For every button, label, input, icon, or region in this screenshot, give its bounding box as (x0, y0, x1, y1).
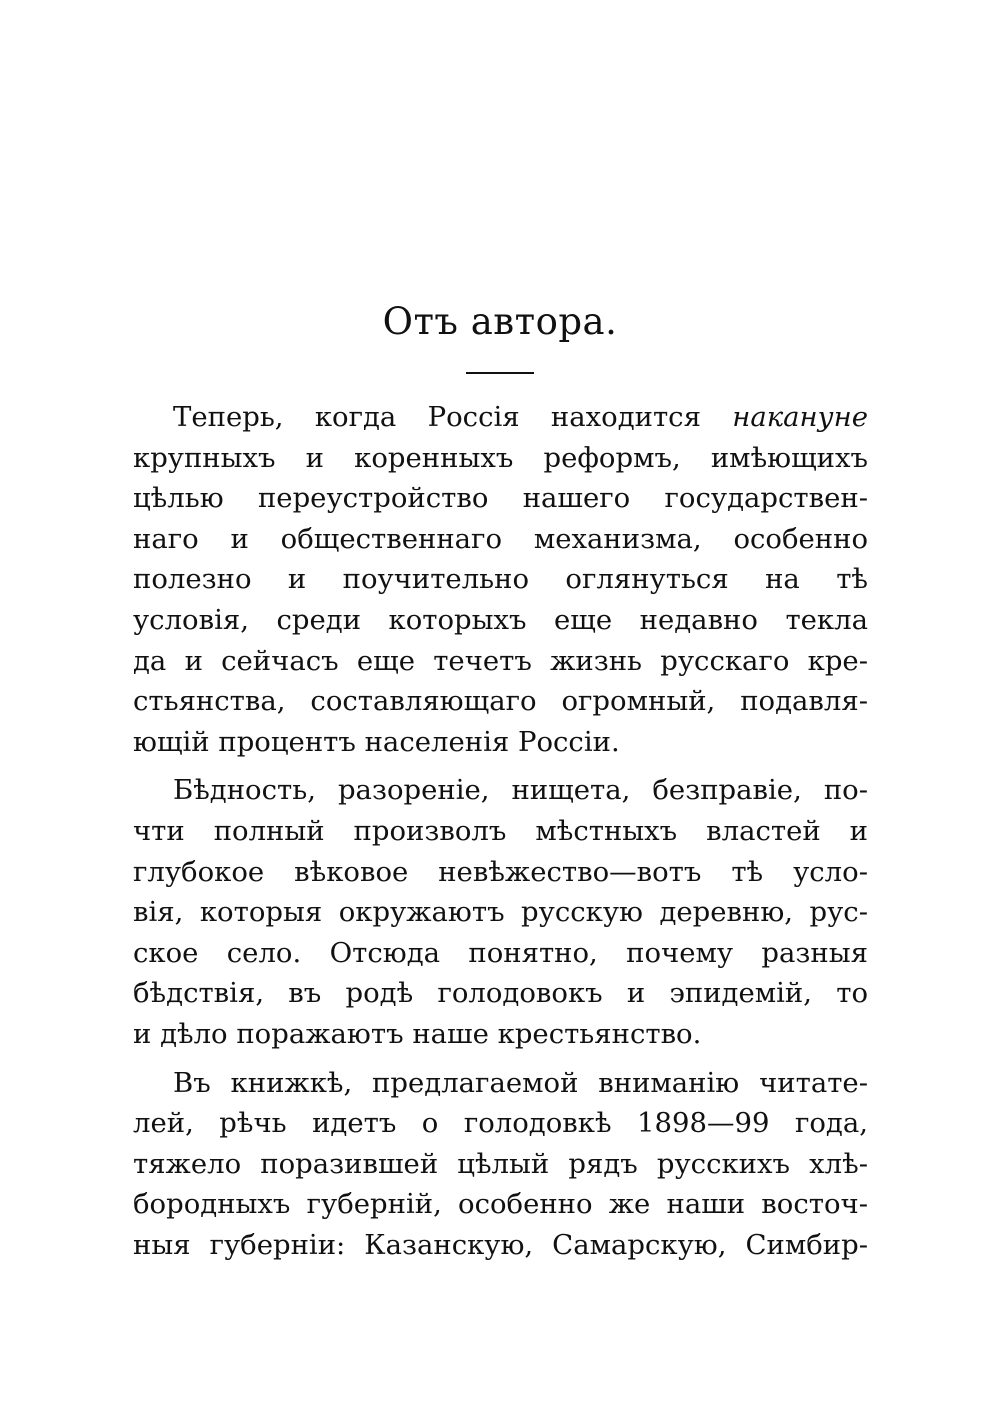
text-line: Въ книжкѣ, предлагаемой вниманію читате- (173, 1066, 868, 1099)
text-line: глубокое вѣковое невѣжество—вотъ тѣ усло- (133, 855, 868, 888)
text-line: лей, рѣчь идетъ о голодовкѣ 1898—99 года, (133, 1107, 868, 1140)
text-line: цѣлью переустройство нашего государствен- (133, 482, 868, 515)
paragraph-2 (133, 770, 868, 1054)
text-line: да и сейчасъ еще течетъ жизнь русскаго кре- (133, 644, 868, 677)
text-line: Теперь, когда Россія находится накануне (173, 401, 868, 433)
text-line: Бѣдность, разореніе, нищета, безправіе, по- (173, 774, 868, 807)
text-line: стьянства, составляющаго огромный, подавля- (133, 685, 868, 718)
text-line: чти полный произволъ мѣстныхъ властей и (133, 814, 868, 847)
italic-word: накануне (732, 401, 868, 433)
paragraph-1 (133, 397, 868, 762)
paragraph-gap (133, 762, 868, 770)
text-line: ющій процентъ населенія Россіи. (133, 725, 620, 758)
text-line: бѣдствія, въ родѣ голодовокъ и эпидемій, то (133, 977, 868, 1010)
text-line: тяжело поразившей цѣлый рядъ русскихъ хлѣ- (133, 1147, 868, 1180)
text-line: наго и общественнаго механизма, особенно (133, 522, 868, 555)
page-title: Отъ автора. (382, 300, 618, 343)
text-line: и дѣло поражаютъ наше крестьянство. (133, 1017, 702, 1050)
text-line: условія, среди которыхъ еще недавно текла (133, 603, 868, 636)
title-divider (466, 372, 534, 374)
text-line: ское село. Отсюда понятно, почему разныя (133, 936, 868, 969)
text-line: крупныхъ и коренныхъ реформъ, имѣющихъ (133, 441, 868, 474)
text-line: ныя губерніи: Казанскую, Самарскую, Симбир- (133, 1228, 868, 1261)
body-text (133, 397, 868, 1265)
text-line: вія, которыя окружаютъ русскую деревню, рус- (133, 896, 868, 929)
paragraph-gap (133, 1055, 868, 1063)
text-line: бородныхъ губерній, особенно же наши восточ- (133, 1188, 868, 1221)
text-line: полезно и поучительно оглянуться на тѣ (133, 563, 868, 596)
paragraph-3 (133, 1063, 868, 1266)
